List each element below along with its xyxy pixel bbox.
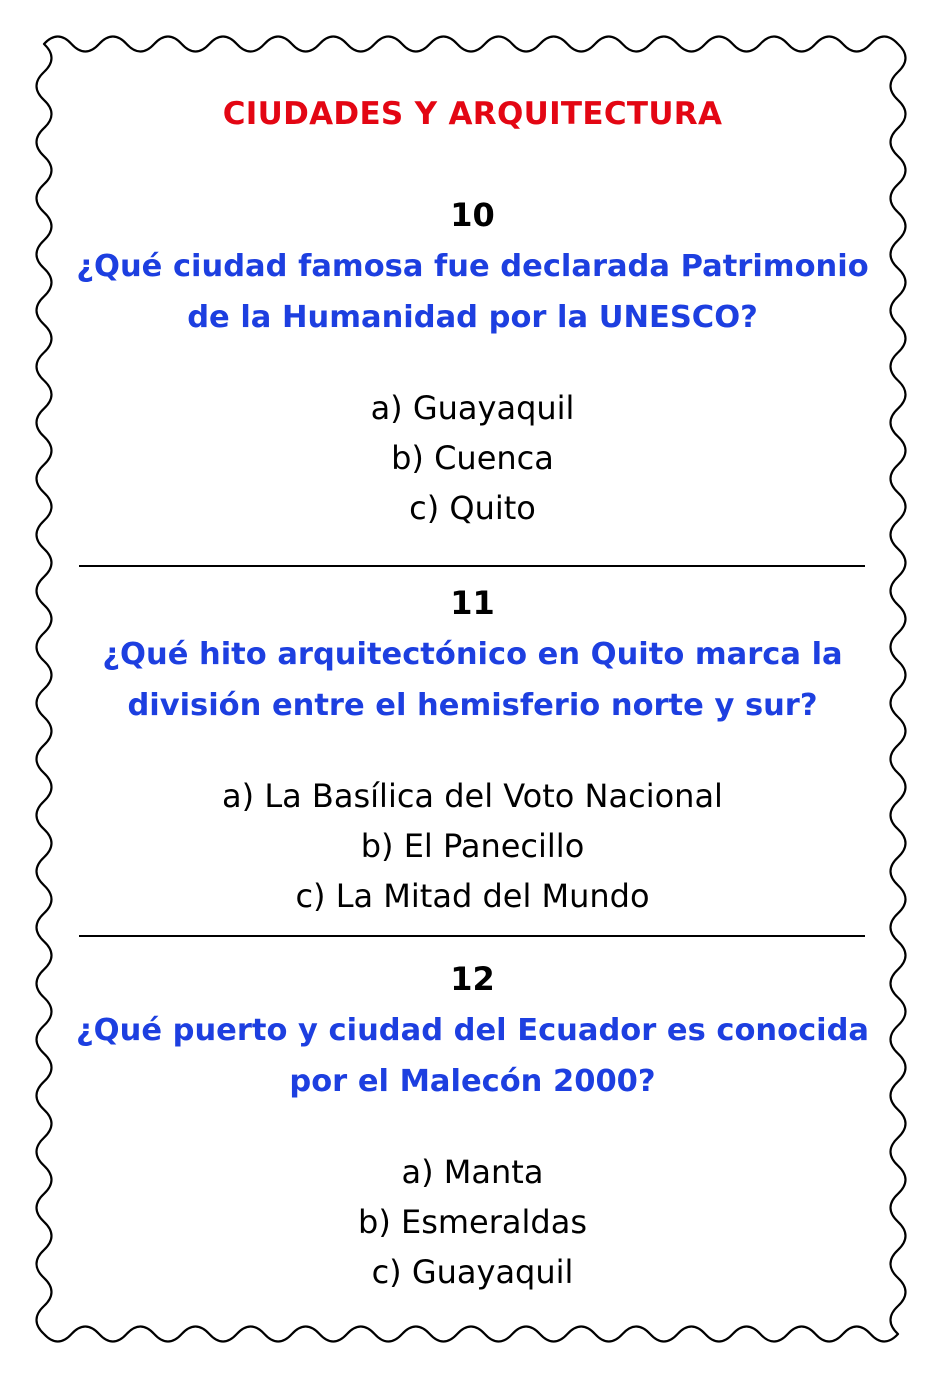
question-text: ¿Qué puerto y ciudad del Ecuador es conocida por el Malecón 2000? <box>75 1013 870 1099</box>
question-block-10 <box>60 195 885 533</box>
question-number: 11 <box>450 584 495 622</box>
question-number: 10 <box>450 196 495 234</box>
answer-options <box>60 771 885 921</box>
section-title: CIUDADES Y ARQUITECTURA <box>222 96 723 132</box>
option-b: b) Esmeraldas <box>358 1203 587 1241</box>
option-c: c) Guayaquil <box>371 1253 574 1291</box>
section-divider <box>79 935 865 937</box>
question-text: ¿Qué hito arquitectónico en Quito marca la división entre el hemisferio norte y sur? <box>102 637 843 723</box>
question-number: 12 <box>450 960 495 998</box>
question-block-12 <box>60 959 885 1297</box>
question-text: ¿Qué ciudad famosa fue declarada Patrimonio de la Humanidad por la UNESCO? <box>76 249 869 335</box>
section-divider <box>79 565 865 567</box>
option-a: a) Manta <box>401 1153 544 1191</box>
answer-options <box>60 1147 885 1297</box>
question-block-11 <box>60 583 885 921</box>
option-b: b) El Panecillo <box>360 827 585 865</box>
answer-options <box>60 383 885 533</box>
option-b: b) Cuenca <box>391 439 554 477</box>
option-a: a) La Basílica del Voto Nacional <box>222 777 723 815</box>
option-a: a) Guayaquil <box>370 389 575 427</box>
option-c: c) Quito <box>409 489 536 527</box>
option-c: c) La Mitad del Mundo <box>295 877 650 915</box>
